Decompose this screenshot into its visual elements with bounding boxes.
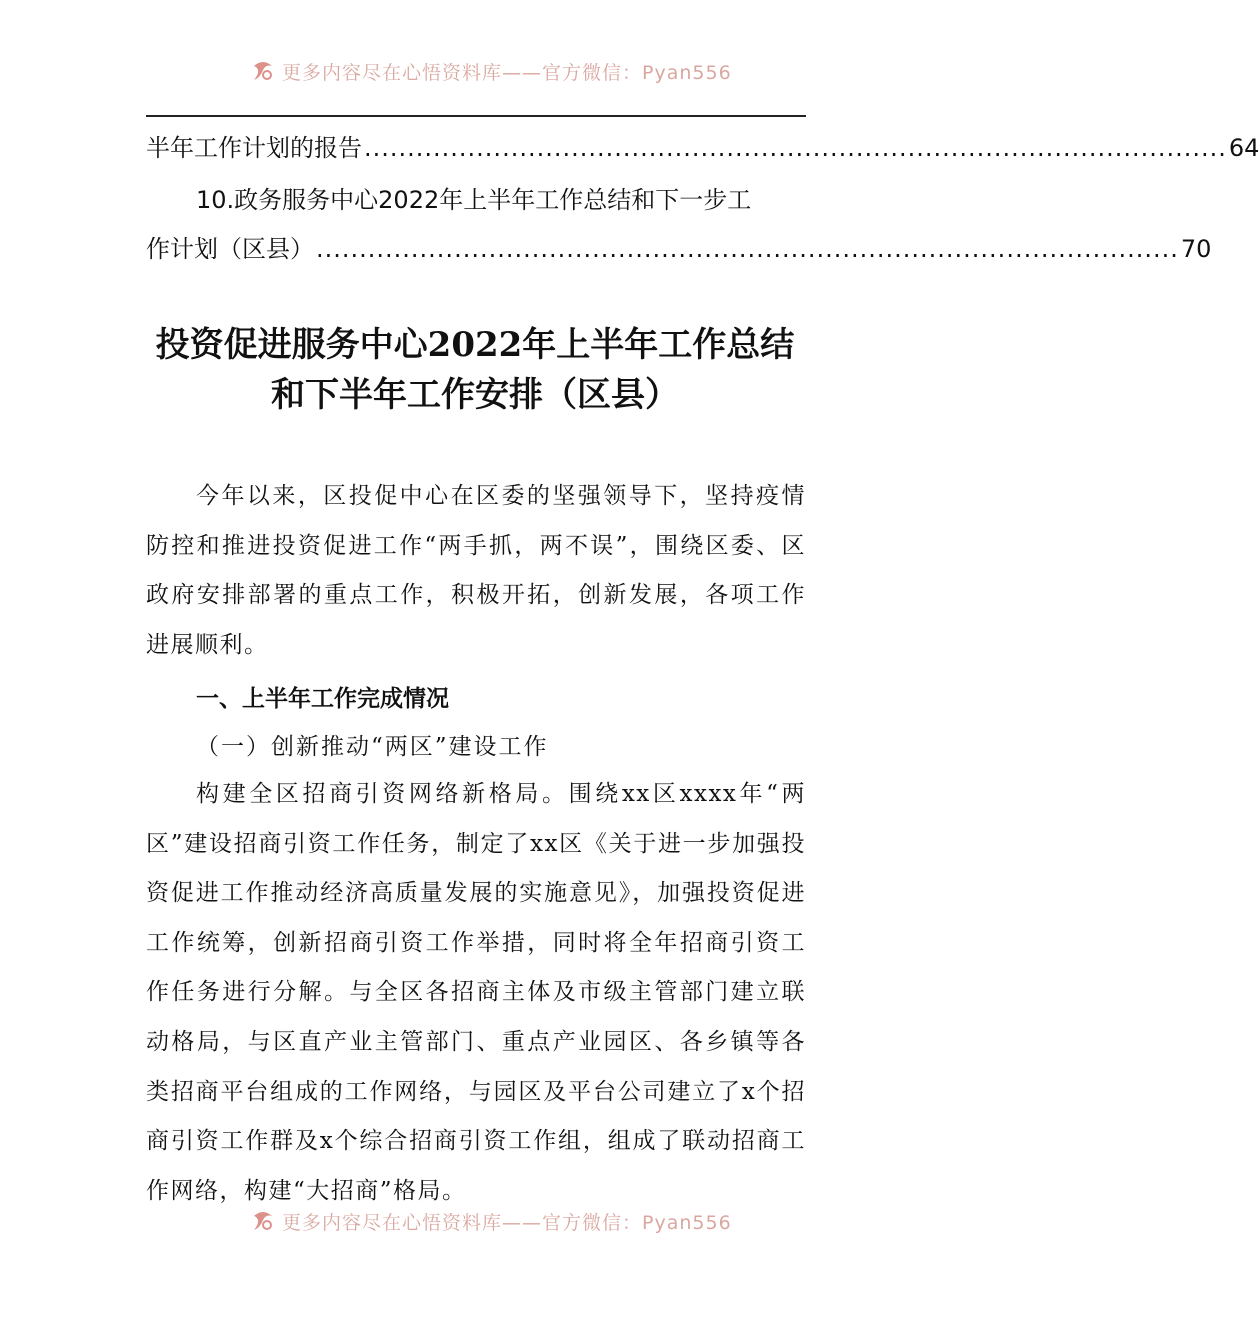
watermark-header [250,58,732,85]
watermark-logo-icon [250,60,276,84]
toc-entry-title: 作计划（区县） [146,235,314,263]
toc-entry-10-title[interactable]: 10.政务服务中心2022年上半年工作总结和下一步工 [196,186,752,214]
subsection-heading: （一）创新推动“两区”建设工作 [196,734,549,760]
toc-leader: .................................................................................................... [364,134,1227,162]
watermark-text: 更多内容尽在心悟资料库——官方微信：Pyan556 [282,1212,732,1234]
document-title-line2: 和下半年工作安排（区县） [271,375,679,415]
document-title-line1: 投资促进服务中心2022年上半年工作总结 [155,325,795,365]
toc-entry-9[interactable] [146,128,1259,164]
toc-leader: .................................................................................................... [316,235,1179,263]
body-paragraph: 构建全区招商引资网络新格局。围绕xx区xxxx年“两区”建设招商引资工作任务，制定了xx区《关于进一步加强投资促进工作推动经济高质量发展的实施意见》，加强投资促进工作统筹，创新招商引资工作举措，同时将全年招商引资工作任务进行分解。与全区各招商主体及市级主管部门建立联动格局，与区直产业主管部门、重点产业园区、各乡镇等各类招商平台组成的工作网络，与园区及平台公司建立了x个招商引资工作群及x个综合招商引资工作组，组成了联动招商工作网络，构建“大招商”格局。 [146,781,806,1204]
intro-paragraph: 今年以来，区投促中心在区委的坚强领导下，坚持疫情防控和推进投资促进工作“两手抓，两不误”，围绕区委、区政府安排部署的重点工作，积极开拓，创新发展，各项工作进展顺利。 [146,483,806,658]
toc-page-number: 70 [1180,235,1212,263]
toc-page-number: 64 [1228,134,1259,162]
toc-entry-title: 半年工作计划的报告 [146,134,362,162]
watermark-logo-icon [250,1210,276,1234]
watermark-footer [250,1208,732,1235]
section-heading: 一、上半年工作完成情况 [196,686,449,712]
toc-entry-10[interactable] [146,229,1212,265]
header-rule [146,115,806,117]
watermark-text: 更多内容尽在心悟资料库——官方微信：Pyan556 [282,62,732,84]
